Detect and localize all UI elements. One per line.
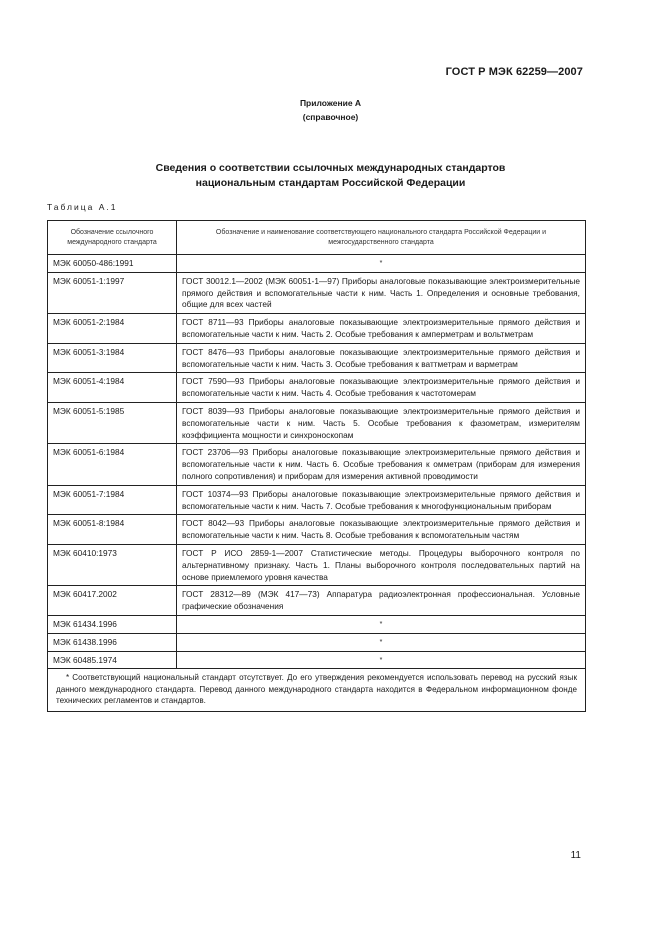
table-row (48, 255, 586, 273)
table-row (48, 402, 586, 443)
table-row (48, 615, 586, 633)
international-standard-cell: МЭК 60051-4:1984 (48, 373, 177, 403)
national-standard-cell: ГОСТ 28312—89 (МЭК 417—73) Аппаратура радиоэлектронная профессиональная. Условные графические обозначения (177, 586, 586, 616)
national-standard-cell: ГОСТ 7590—93 Приборы аналоговые показывающие электроизмерительные прямого действия и вспомогательные части к ним. Часть 4. Особые требования к частотомерам (177, 373, 586, 403)
appendix-heading (0, 96, 661, 124)
international-standard-cell: МЭК 61438.1996 (48, 633, 177, 651)
section-heading-line-1: Сведения о соответствии ссылочных международных стандартов (155, 162, 506, 174)
national-standard-cell: * (177, 633, 586, 651)
column-header-international: Обозначение ссылочного международного стандарта (48, 221, 177, 255)
international-standard-cell: МЭК 60051-2:1984 (48, 314, 177, 344)
footnote-row (48, 669, 586, 712)
national-standard-cell: ГОСТ 23706—93 Приборы аналоговые показывающие электроизмерительные прямого действия и вспомогательные части к ним. Часть 6. Особые требования к омметрам (приборам для измерения полного сопротивления) и приборам для измерения активной проводимости (177, 444, 586, 485)
national-standard-cell: ГОСТ 8711—93 Приборы аналоговые показывающие электроизмерительные прямого действия и вспомогательные части к ним. Часть 2. Особые требования к амперметрам и вольтметрам (177, 314, 586, 344)
international-standard-cell: МЭК 60051-6:1984 (48, 444, 177, 485)
table-row (48, 515, 586, 545)
international-standard-cell: МЭК 60051-5:1985 (48, 402, 177, 443)
international-standard-cell: МЭК 60485.1974 (48, 651, 177, 669)
national-standard-cell: * (177, 615, 586, 633)
column-header-national: Обозначение и наименование соответствующего национального стандарта Российской Федерации и межгосударственного стандарта (177, 221, 586, 255)
international-standard-cell: МЭК 60051-1:1997 (48, 272, 177, 313)
table-row (48, 586, 586, 616)
table-header-row (48, 221, 586, 255)
national-standard-cell: ГОСТ 8042—93 Приборы аналоговые показывающие электроизмерительные прямого действия и вспомогательные части к ним. Часть 8. Особые требования к вспомогательным частям (177, 515, 586, 545)
table-row (48, 485, 586, 515)
table-row (48, 444, 586, 485)
national-standard-cell: * (177, 255, 586, 273)
reference-table (47, 220, 586, 712)
table-row (48, 633, 586, 651)
national-standard-cell: ГОСТ 8039—93 Приборы аналоговые показывающие электроизмерительные прямого действия и вспомогательные части к ним. Часть 5. Особые требования к фазометрам, измерителям коэффициента мощности и синхроноскопам (177, 402, 586, 443)
appendix-subtitle: (справочное) (302, 112, 359, 122)
national-standard-cell: ГОСТ 10374—93 Приборы аналоговые показывающие электроизмерительные прямого действия и вспомогательные части к ним. Часть 7. Особые требования к многофункциональным приборам (177, 485, 586, 515)
international-standard-cell: МЭК 60051-7:1984 (48, 485, 177, 515)
international-standard-cell: МЭК 60417.2002 (48, 586, 177, 616)
international-standard-cell: МЭК 60410:1973 (48, 544, 177, 585)
national-standard-cell: ГОСТ 8476—93 Приборы аналоговые показывающие электроизмерительные прямого действия и вспомогательные части к ним. Часть 3. Особые требования к ваттметрам и варметрам (177, 343, 586, 373)
table-row (48, 343, 586, 373)
international-standard-cell: МЭК 61434.1996 (48, 615, 177, 633)
appendix-title: Приложение А (299, 98, 362, 108)
section-heading-line-2: национальным стандартам Российской Федерации (195, 176, 466, 189)
international-standard-cell: МЭК 60050-486:1991 (48, 255, 177, 273)
table-body (48, 255, 586, 669)
international-standard-cell: МЭК 60051-8:1984 (48, 515, 177, 545)
document-code: ГОСТ Р МЭК 62259—2007 (445, 66, 583, 78)
table-row (48, 651, 586, 669)
section-heading (0, 161, 661, 190)
page-number: 11 (570, 850, 581, 861)
national-standard-cell: ГОСТ 30012.1—2002 (МЭК 60051-1—97) Приборы аналоговые показывающие электроизмерительные прямого действия и вспомогательные части к ним. Часть 1. Определения и основные требования, общие для всех частей (177, 272, 586, 313)
international-standard-cell: МЭК 60051-3:1984 (48, 343, 177, 373)
table-label: Таблица А.1 (47, 202, 118, 212)
table-footnote: * Соответствующий национальный стандарт отсутствует. До его утверждения рекомендуется использовать перевод на русский язык данного международного стандарта. Перевод данного международного стандарта находится в Федеральном информационном фонде технических регламентов и стандартов. (48, 669, 586, 712)
national-standard-cell: * (177, 651, 586, 669)
table-row (48, 544, 586, 585)
national-standard-cell: ГОСТ Р ИСО 2859-1—2007 Статистические методы. Процедуры выборочного контроля по альтернативному признаку. Часть 1. Планы выборочного контроля последовательных партий на основе приемлемого уровня качества (177, 544, 586, 585)
table-row (48, 314, 586, 344)
table-row (48, 272, 586, 313)
table-row (48, 373, 586, 403)
